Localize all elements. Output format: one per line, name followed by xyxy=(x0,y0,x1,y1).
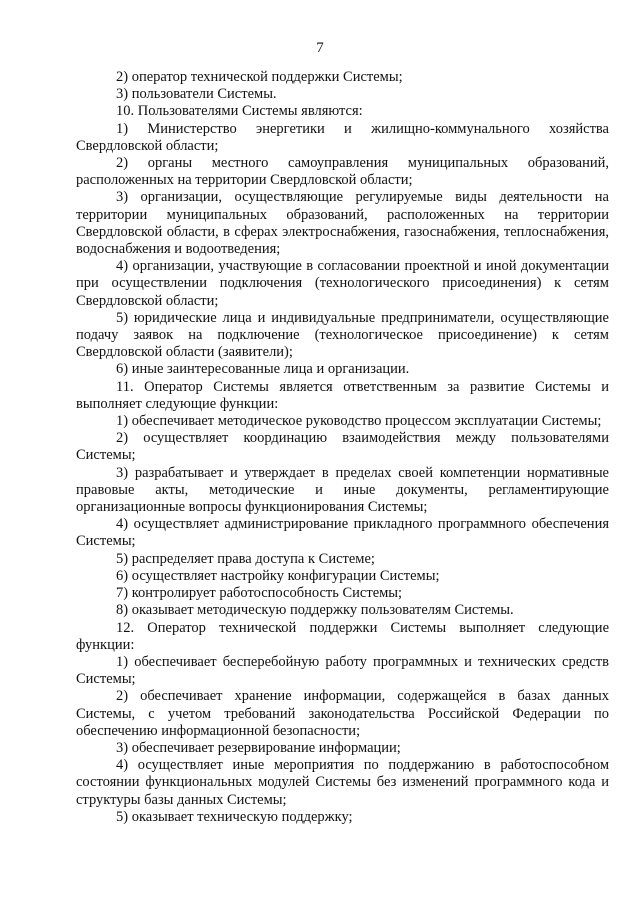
section-heading: 10. Пользователями Системы являются: xyxy=(116,103,363,120)
list-item: 3) организации, осуществляющие регулируемые виды деятельности на территории муниципальных образований, расположенных на территории Свердловской области, в сферах электроснабжения, газоснабжения, теплоснабжения, водоснабжения и водоотведения; xyxy=(76,189,609,258)
list-item: 2) органы местного самоуправления муниципальных образований, расположенных на территории Свердловской области; xyxy=(76,155,609,189)
section-heading: 12. Оператор технической поддержки Системы выполняет следующие функции: xyxy=(76,619,609,653)
list-item: 3) пользователи Системы. xyxy=(116,86,277,103)
list-item: 2) обеспечивает хранение информации, содержащейся в базах данных Системы, с учетом требований законодательства Российской Федерации по обеспечению информационной безопасности; xyxy=(76,688,609,739)
list-item: 6) осуществляет настройку конфигурации Системы; xyxy=(116,567,440,584)
section-heading: 11. Оператор Системы является ответственным за развитие Системы и выполняет следующие функции: xyxy=(76,378,609,412)
document-body xyxy=(76,69,609,826)
list-item: 5) оказывает техническую поддержку; xyxy=(116,808,353,825)
list-item: 1) обеспечивает методическое руководство процессом эксплуатации Системы; xyxy=(116,413,602,430)
page-number: 7 xyxy=(316,40,324,56)
list-item: 5) распределяет права доступа к Системе; xyxy=(116,550,375,567)
list-item: 4) организации, участвующие в согласовании проектной и иной документации при осуществлении подключения (технологического присоединения) к сетям Свердловской области; xyxy=(76,258,609,309)
list-item: 2) осуществляет координацию взаимодействия между пользователями Системы; xyxy=(76,430,609,464)
list-item: 5) юридические лица и индивидуальные предприниматели, осуществляющие подачу заявок на подключение (технологическое присоединение) к сетям Свердловской области (заявители); xyxy=(76,309,609,361)
list-item: 3) обеспечивает резервирование информации; xyxy=(116,739,401,756)
list-item: 7) контролирует работоспособность Системы; xyxy=(116,585,403,602)
list-item: 3) разрабатывает и утверждает в пределах своей компетенции нормативные правовые акты, методические и иные документы, регламентирующие организационные вопросы функционирования Системы; xyxy=(76,464,609,516)
list-item: 4) осуществляет иные мероприятия по поддержанию в работоспособном состоянии функциональных модулей Системы без изменений программного кода и структуры базы данных Системы; xyxy=(76,757,609,808)
list-item: 6) иные заинтересованные лица и организации. xyxy=(116,361,410,378)
list-item: 1) обеспечивает бесперебойную работу программных и технических средств Системы; xyxy=(76,653,609,688)
list-item: 4) осуществляет администрирование прикладного программного обеспечения Системы; xyxy=(76,516,609,550)
list-item: 1) Министерство энергетики и жилищно-коммунального хозяйства Свердловской области; xyxy=(76,120,609,154)
list-item: 8) оказывает методическую поддержку пользователям Системы. xyxy=(116,602,514,619)
list-item: 2) оператор технической поддержки Системы; xyxy=(116,69,403,85)
